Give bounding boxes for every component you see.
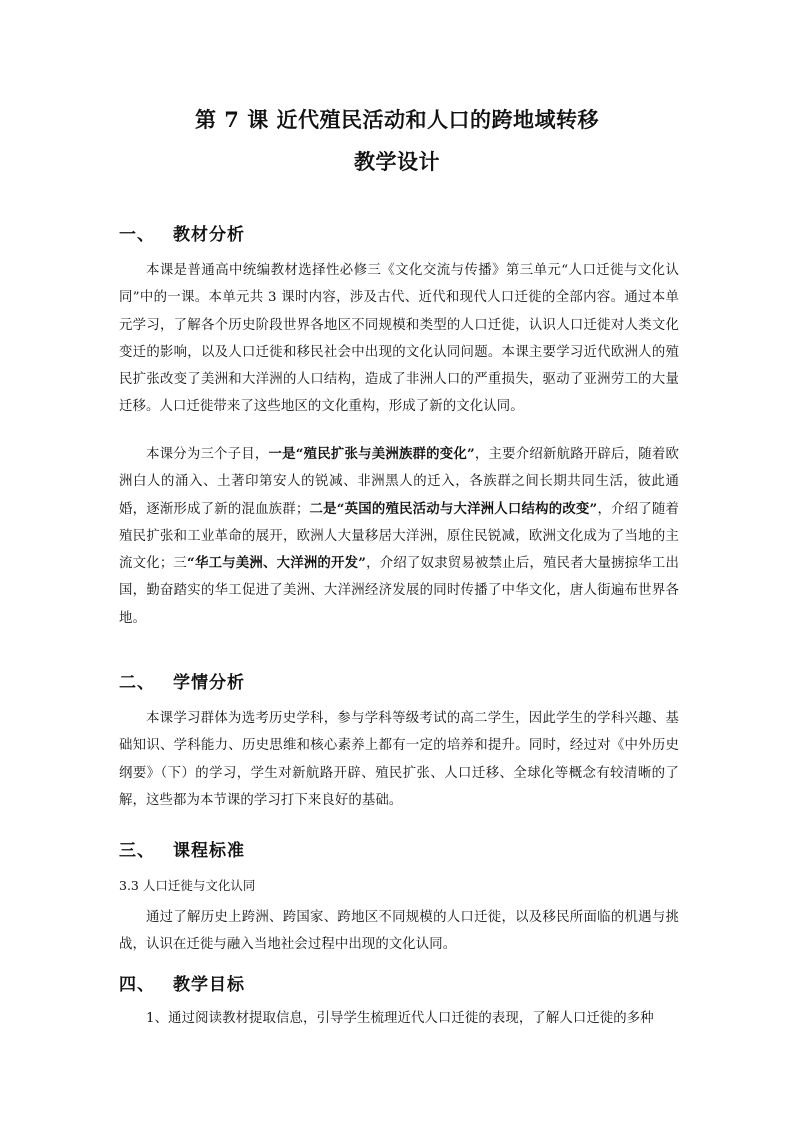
section-title: 学情分析	[173, 673, 245, 693]
section-heading-4	[119, 970, 245, 995]
section-number: 四、	[119, 975, 155, 995]
paragraph-teaching-goal-1: 1、通过阅读教材提取信息，引导学生梳理近代人口迁徙的表现，了解人口迁徙的多种	[146, 1011, 654, 1026]
text-run: ，介绍了奴隶贸易被禁止后，殖民者大量掳掠华工出国，勤奋踏实的华工促进了美洲、大洋洲经济发展的同时传播了中华文化，唐人街遍布世界各地。	[119, 556, 679, 626]
section-heading-3	[119, 836, 245, 861]
paragraph-textbook-analysis-1: 本课是普通高中统编教材选择性必修三《文化交流与传播》第三单元“人口迁徙与文化认同”中的一课。本单元共 3 课时内容，涉及古代、近代和现代人口迁徙的全部内容。通过本单元学习，了解各个历史阶段世界各地区不同规模和类型的人口迁徙，认识人口迁徙对人类文化变迁的影响，以及人口迁徙和移民社会中出现的文化认同问题。本课主要学习近代欧洲人的殖民扩张改变了美洲和大洋洲的人口结构，造成了非洲人口的严重损失，驱动了亚洲劳工的大量迁移。人口迁徙带来了这些地区的文化重构，形成了新的文化认同。	[119, 263, 679, 415]
section-title: 教学目标	[173, 975, 245, 995]
bold-run: 一是“殖民扩张与美洲族群的变化”	[268, 446, 475, 462]
section-heading-2	[119, 668, 245, 693]
document-title: 第 7 课 近代殖民活动和人口的跨地域转移	[194, 107, 600, 132]
section-title: 教材分析	[173, 225, 245, 245]
standard-subheading: 3.3 人口迁徙与文化认同	[119, 878, 256, 893]
section-heading-1	[119, 220, 245, 245]
bold-run: 二是“英国的殖民活动与大洋洲人口结构的改变”	[309, 500, 598, 517]
section-number: 二、	[119, 673, 155, 693]
bold-run: “华工与美洲、大洋洲的开发”	[187, 555, 367, 572]
paragraph-student-analysis: 本课学习群体为选考历史学科，参与学科等级考试的高二学生，因此学生的学科兴趣、基础知识、学科能力、历史思维和核心素养上都有一定的培养和提升。同时，经过对《中外历史纲要》（下）的学习，学生对新航路开辟、殖民扩张、人口迁移、全球化等概念有较清晰的了解，这些都为本节课的学习打下来良好的基础。	[119, 711, 679, 808]
paragraph-textbook-analysis-2	[119, 441, 679, 632]
text-run: 本课分为三个子目，	[146, 447, 269, 462]
document-subtitle: 教学设计	[354, 149, 440, 174]
section-number: 一、	[119, 225, 155, 245]
section-number: 三、	[119, 841, 155, 861]
text-run: ，主要介绍新航路开辟后，随着欧洲白人的涌入、土著印第安人的锐减、非洲黑人的迁入，各族群之间长期共同生活，彼此通婚，逐渐形成了新的混血族群；	[119, 447, 679, 517]
paragraph-curriculum-standard: 通过了解历史上跨洲、跨国家、跨地区不同规模的人口迁徙，以及移民所面临的机遇与挑战，认识在迁徙与融入当地社会过程中出现的文化认同。	[119, 910, 679, 953]
text-run: ，介绍了随着殖民扩张和工业革命的展开，欧洲人大量移居大洋洲，原住民锐减，欧洲文化成为了当地的主流文化；三	[119, 501, 679, 572]
section-title: 课程标准	[173, 841, 245, 861]
